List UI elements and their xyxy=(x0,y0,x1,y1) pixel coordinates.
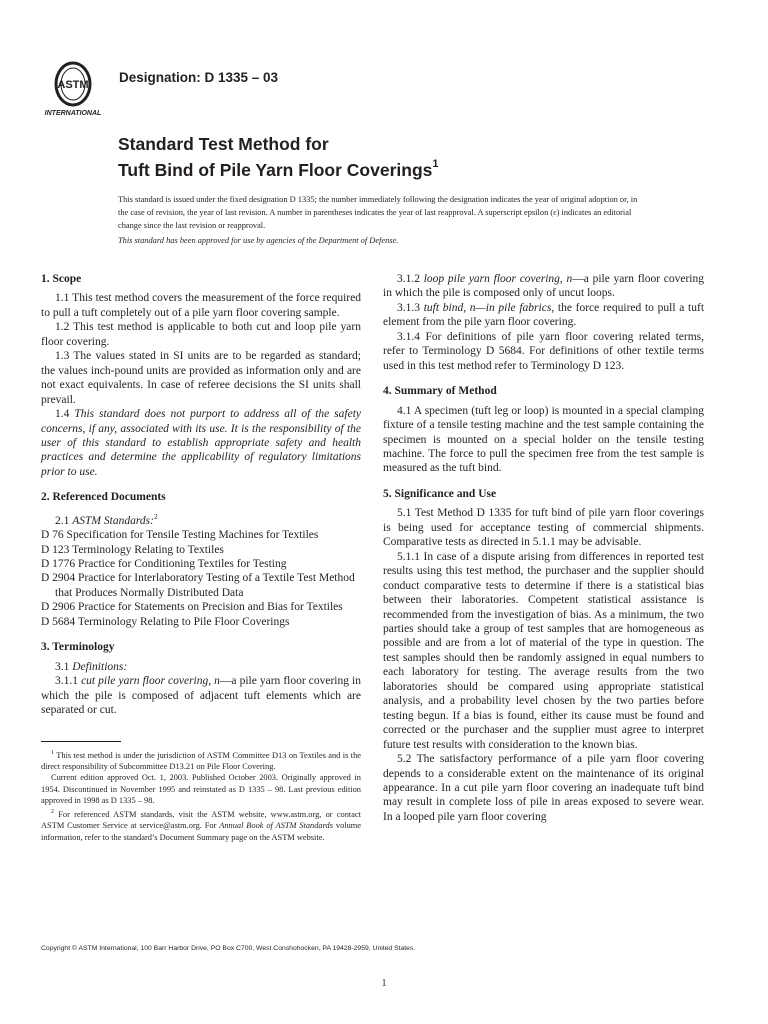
astm-seal-icon xyxy=(34,60,112,122)
reference-item: D 2904 Practice for Interlaboratory Testing of a Textile Test Method that Produces Normally Distributed Data xyxy=(41,572,355,599)
document-title xyxy=(118,133,439,181)
footnote-2-italic: Annual Book of ASTM Standards xyxy=(219,821,334,831)
designation: Designation: D 1335 – 03 xyxy=(119,70,279,85)
section-heading-significance: 5. Significance and Use xyxy=(383,487,497,500)
footnote-1-text: This test method is under the jurisdiction of ASTM Committee D13 on Textiles and is the direct responsibility of Subcommittee D13.21 on Pile Floor Covering. xyxy=(41,750,361,771)
paragraph-1-4 xyxy=(41,407,361,479)
footnote-2-text-b: volume information, refer to the standard’s Document Summary page on the ASTM website. xyxy=(41,821,361,842)
paragraph-3-1-2-text: —a pile yarn floor covering in which the pile is composed only of uncut loops. xyxy=(383,273,705,300)
astm-logo xyxy=(34,60,112,122)
paragraph-1-4-number: 1.4 xyxy=(55,408,70,421)
paragraph-3-1-2-term: loop pile yarn floor covering, n xyxy=(423,273,573,285)
paragraph-3-1-1-term: cut pile yarn floor covering, n xyxy=(81,675,220,688)
footnote-divider xyxy=(41,741,121,742)
paragraph-3-1-3-number: 3.1.3 xyxy=(397,301,420,314)
footnote-1-mark: 1 xyxy=(51,749,54,756)
paragraph-3-1-2-number: 3.1.2 xyxy=(397,273,420,285)
paragraph-3-1-2 xyxy=(383,272,704,301)
title-footnote-mark: 1 xyxy=(432,158,439,170)
paragraph-3-1-1-text: —a pile yarn floor covering in which the pile is composed of adjacent tuft elements which are separated or cut. xyxy=(41,675,361,717)
paragraph-3-1-text: Definitions: xyxy=(72,660,128,673)
paragraph-1-1: 1.1 This test method covers the measurement of the force required to pull a tuft completely out of a pile yarn floor covering sample. xyxy=(41,292,361,319)
paragraph-1-4-text: This standard does not purport to address all of the safety concerns, if any, associated with its use. It is the responsibility of the user of this standard to establish appropriate safety and health practices and determine the applicability of regulatory limitations prior to use. xyxy=(41,408,362,478)
standard-note-text: This standard is issued under the fixed designation D 1335; the number immediately following the designation indicates the year of original adoption or, in the case of revision, the year of last revision. A number in parentheses indicates the year of last reapproval. A superscript epsilon (ε) indicates an editorial change since the last revision or reapproval. xyxy=(118,195,638,231)
paragraph-2-1-text: ASTM Standards: xyxy=(72,514,154,527)
paragraph-3-1 xyxy=(41,660,361,674)
reference-item: D 123 Terminology Relating to Textiles xyxy=(41,543,224,556)
footnote-ref-2: 2 xyxy=(153,511,158,521)
paragraph-3-1-3-term: tuft bind, n—in pile fabrics xyxy=(423,301,552,314)
paragraph-3-1-4: 3.1.4 For definitions of pile yarn floor covering related terms, refer to Terminology D 5684. For definitions of other textile terms used in this test method refer to Terminology D 123. xyxy=(383,330,704,372)
reference-item: D 76 Specification for Tensile Testing Machines for Textiles xyxy=(41,529,319,542)
title-line-2 xyxy=(118,155,439,181)
dod-note: This standard has been approved for use by agencies of the Department of Defense. xyxy=(118,236,399,245)
footnote-1 xyxy=(41,748,361,773)
paragraph-2-1-number: 2.1 xyxy=(55,514,70,527)
right-column xyxy=(383,272,704,824)
section-heading-summary: 4. Summary of Method xyxy=(383,385,497,398)
left-column xyxy=(41,272,361,843)
paragraph-3-1-1 xyxy=(41,674,361,717)
paragraph-3-1-3-text: , the force required to pull a tuft element from the pile yarn floor covering. xyxy=(383,301,705,329)
paragraph-5-2: 5.2 The satisfactory performance of a pile yarn floor covering depends to a considerable extent on the maintenance of its original appearance. In a cut pile yarn floor covering an inadequate tuft bind may result in complete loss of pile in areas exposed to severe wear. In a looped pile yarn floor covering xyxy=(383,753,704,823)
paragraph-5-1-1: 5.1.1 In case of a dispute arising from differences in reported test results using this test method, the purchaser and the supplier should conduct comparative tests to determine if there is a statistical bias between their laboratories. Competent statistical assistance is recommended from the investigation of bias. As a minimum, the two parties should take a group of test samples that are homogeneous as possible and are from a lot of material of the type in question. The test samples should then be randomly assigned in equal numbers to each laboratory for testing. The average results from the two laboratories should be compared using appropriate statistical analysis, and a probability level chosen by the two parties before testing begun. If a bias is found, either its cause must be found and corrected or the purchaser and the supplier must agree to interpret future test results with consideration to the known bias. xyxy=(383,550,704,751)
paragraph-4-1: 4.1 A specimen (tuft leg or loop) is mounted in a special clamping fixture of a tensile testing machine and the test sample containing the specimen is mounted on a special holder on the tensile testing machine. The force to pull the specimen free from the test sample is measured as the tuft bind. xyxy=(383,404,704,475)
paragraph-2-1 xyxy=(41,510,361,528)
title-line-1: Standard Test Method for xyxy=(118,134,329,154)
title-line-2-text: Tuft Bind of Pile Yarn Floor Coverings xyxy=(118,159,433,180)
reference-item: D 2906 Practice for Statements on Precision and Bias for Textiles xyxy=(41,601,343,614)
section-heading-scope: 1. Scope xyxy=(41,273,82,285)
paragraph-3-1-3 xyxy=(383,301,704,330)
paragraph-3-1-number: 3.1 xyxy=(55,660,70,673)
reference-item: D 1776 Practice for Conditioning Textiles for Testing xyxy=(41,557,287,570)
paragraph-5-1: 5.1 Test Method D 1335 for tuft bind of pile yarn floor coverings is being used for acceptance testing of commercial shipments. Comparative tests as directed in 5.1.1 may be advisable. xyxy=(383,507,704,549)
paragraph-1-3: 1.3 The values stated in SI units are to be regarded as standard; the values inch-pound units are provided as information only and are not exact equivalents. In case of referee decisions the SI units shall prevail. xyxy=(41,350,361,406)
footnote-2-text-a: For referenced ASTM standards, visit the ASTM website, www.astm.org, or contact ASTM Customer Service at service@astm.org. For xyxy=(41,809,361,831)
paragraph-3-1-1-number: 3.1.1 xyxy=(55,675,78,688)
logo-mark-text: ASTM xyxy=(57,79,89,91)
footnote-2-mark: 2 xyxy=(51,808,54,815)
footnote-1-edition: Current edition approved Oct. 1, 2003. Published October 2003. Originally approved in 1954. Discontinued in November 1995 and reinstated as D 1335 – 98. Last previous edition approved in 1998 as D 1335 – 98. xyxy=(41,773,361,806)
page-number: 1 xyxy=(381,978,387,989)
section-heading-terminology: 3. Terminology xyxy=(41,641,115,654)
logo-subtext: INTERNATIONAL xyxy=(44,110,102,117)
standard-note xyxy=(118,193,646,233)
paragraph-1-2: 1.2 This test method is applicable to both cut and loop pile yarn floor covering. xyxy=(41,321,361,348)
copyright-notice: Copyright © ASTM International, 100 Barr Harbor Drive, PO Box C700, West Conshohocken, PA 19428-2959, United States. xyxy=(41,945,416,952)
section-heading-referenced-documents: 2. Referenced Documents xyxy=(41,491,166,504)
reference-item: D 5684 Terminology Relating to Pile Floor Coverings xyxy=(41,615,290,628)
footnote-2 xyxy=(41,807,361,843)
